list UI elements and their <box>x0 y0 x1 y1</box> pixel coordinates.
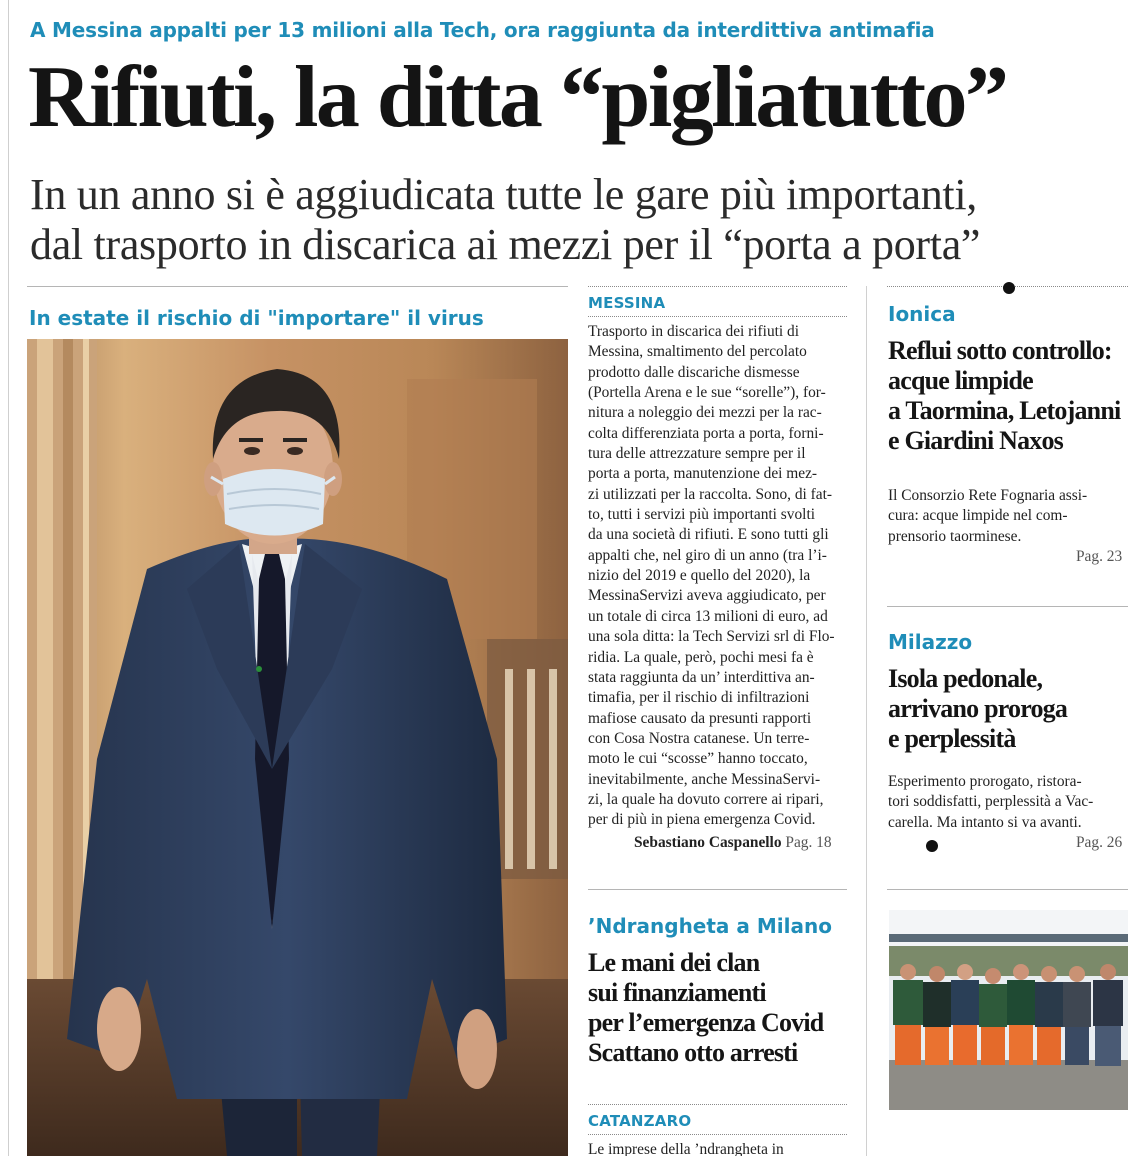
page-reference[interactable]: Pag. 18 <box>785 834 832 851</box>
body-line: cura: acque limpide nel com- <box>888 507 1068 525</box>
page-reference[interactable]: Pag. 23 <box>1076 548 1123 565</box>
body-line: zi, la quale ha dovuto correre ai ripari, <box>588 790 824 808</box>
ionica-kicker: Ionica <box>888 302 956 326</box>
headline-line: e Giardini Naxos <box>888 426 1063 455</box>
headline-line: e perplessità <box>888 724 1016 753</box>
author-name: Sebastiano Caspanello <box>634 834 782 851</box>
subheadline-line: dal trasporto in discarica ai mezzi per il “porta a porta” <box>30 220 981 269</box>
body-line: Il Consorzio Rete Fognaria assi- <box>888 487 1088 504</box>
body-line: colta differenziata porta a porta, forni- <box>588 424 824 442</box>
body-line: porta a porta, manutenzione dei mez- <box>588 465 818 483</box>
catanzaro-first-line: Le imprese della ’ndrangheta in <box>588 1141 784 1156</box>
section-label-catanzaro: CATANZARO <box>588 1112 692 1130</box>
body-line: tori soddisfatti, perplessità a Vac- <box>888 793 1094 811</box>
main-story-body <box>588 322 848 831</box>
page-reference[interactable]: Pag. 26 <box>1076 834 1123 851</box>
ndrangheta-headline[interactable] <box>588 948 858 1068</box>
divider <box>588 1134 847 1135</box>
bullet-dot <box>926 840 938 852</box>
column-separator <box>866 286 867 1156</box>
body-line: una sola ditta: la Tech Servizi srl di Flo- <box>588 628 835 646</box>
headline-line: Isola pedonale, <box>888 664 1043 693</box>
body-line: prodotto dalle discariche dismesse <box>588 363 800 381</box>
top-kicker: A Messina appalti per 13 milioni alla Tech, ora raggiunta da interdittiva antimafia <box>30 18 935 42</box>
milazzo-headline[interactable] <box>888 664 1128 754</box>
body-line: Messina, smaltimento del percolato <box>588 343 807 361</box>
body-line: mafiose causato da presunti rapporti <box>588 709 812 727</box>
body-line: un totale di circa 13 milioni di euro, ad <box>588 607 828 625</box>
ionica-body <box>888 486 1128 547</box>
headline-line: Scattano otto arresti <box>588 1038 798 1067</box>
body-line: da una società di rifiuti. E sono tutti gli <box>588 526 829 544</box>
divider <box>887 606 1128 607</box>
body-line: appalti che, nel giro di un anno (tra l’i- <box>588 546 827 564</box>
body-line: nizio del 2019 e quello del 2020), la <box>588 567 811 585</box>
body-line: timafia, per il rischio di infiltrazioni <box>588 689 810 707</box>
body-line: zi utilizzati per la raccolta. Sono, di fat- <box>588 485 833 503</box>
body-line: ridia. La quale, però, pochi mesi fa è <box>588 648 814 666</box>
bullet-dot <box>1003 282 1015 294</box>
ndrangheta-kicker: ’Ndrangheta a Milano <box>588 914 832 938</box>
subheadline <box>30 170 1120 270</box>
subheadline-line: In un anno si è aggiudicata tutte le gare più importanti, <box>30 170 977 219</box>
section-label-messina: MESSINA <box>588 294 666 312</box>
body-line: moto le cui “scosse” hanno toccato, <box>588 750 808 768</box>
body-line: to, tutti i servizi più importanti svolti <box>588 506 815 524</box>
conte-photo <box>27 339 568 1156</box>
divider <box>887 889 1128 890</box>
milazzo-kicker: Milazzo <box>888 630 973 654</box>
headline-line: sui finanziamenti <box>588 978 766 1007</box>
body-line: nitura a noleggio dei mezzi per la rac- <box>588 404 822 422</box>
body-line: (Portella Arena e le sue “sorelle”), for- <box>588 384 826 402</box>
headline-line: acque limpide <box>888 366 1033 395</box>
body-line: Esperimento prorogato, ristora- <box>888 773 1082 790</box>
divider <box>588 316 847 317</box>
body-line: Trasporto in discarica dei rifiuti di <box>588 323 800 340</box>
workers-photo <box>889 910 1128 1110</box>
photo-story-kicker[interactable]: In estate il rischio di "importare" il virus <box>29 306 484 330</box>
body-line: stata raggiunta da un’ interdittiva an- <box>588 668 815 686</box>
body-line: per di più in piena emergenza Covid. <box>588 811 816 829</box>
headline-line: a Taormina, Letojanni <box>888 396 1121 425</box>
headline-line: Reflui sotto controllo: <box>888 336 1112 365</box>
main-headline[interactable]: Rifiuti, la ditta “pigliatutto” <box>28 49 1007 146</box>
body-line: prensorio taorminese. <box>888 527 1022 545</box>
divider <box>27 286 568 287</box>
body-line: carella. Ma intanto si va avanti. <box>888 813 1082 831</box>
milazzo-body <box>888 772 1128 833</box>
body-line: tura delle attrezzature sempre per il <box>588 445 806 463</box>
divider <box>588 1104 847 1105</box>
divider <box>588 286 847 287</box>
ionica-headline[interactable] <box>888 336 1128 456</box>
divider <box>588 889 847 890</box>
body-line: con Cosa Nostra catanese. Un terre- <box>588 729 810 747</box>
headline-line: arrivano proroga <box>888 694 1068 723</box>
body-line: inevitabilmente, anche MessinaServi- <box>588 770 821 788</box>
body-line: MessinaServizi aveva aggiudicato, per <box>588 587 826 605</box>
main-story-byline <box>634 834 832 852</box>
page-edge-rule <box>8 0 9 1156</box>
headline-line: per l’emergenza Covid <box>588 1008 824 1037</box>
headline-line: Le mani dei clan <box>588 948 760 977</box>
